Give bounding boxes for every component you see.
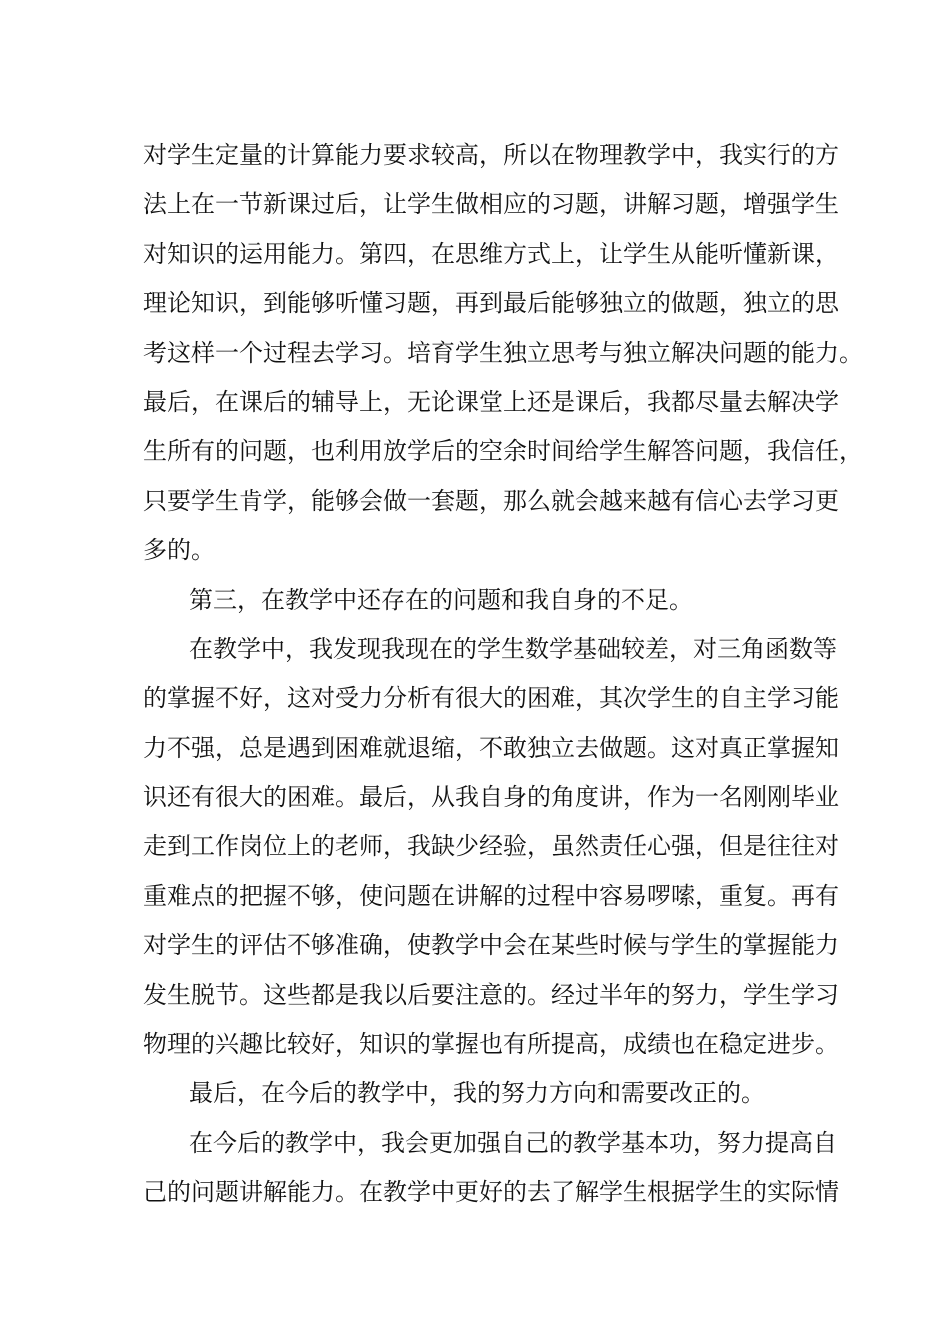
text-line: 对知识的运用能力。第四，在思维方式上，让学生从能听懂新课， xyxy=(143,239,839,268)
text-line: 己的问题讲解能力。在教学中更好的去了解学生根据学生的实际情 xyxy=(143,1178,839,1207)
text-line: 法上在一节新课过后，让学生做相应的习题，讲解习题，增强学生 xyxy=(143,190,839,219)
text-line: 在教学中，我发现我现在的学生数学基础较差，对三角函数等 xyxy=(189,634,837,663)
text-line: 对学生定量的计算能力要求较高，所以在物理教学中，我实行的方 xyxy=(143,141,839,169)
text-line: 走到工作岗位上的老师，我缺少经验，虽然责任心强，但是往往对 xyxy=(143,832,839,861)
text-line: 的掌握不好，这对受力分析有很大的困难，其次学生的自主学习能 xyxy=(143,684,839,713)
text-line: 对学生的评估不够准确，使教学中会在某些时候与学生的掌握能力 xyxy=(143,931,839,960)
document-body xyxy=(143,131,863,1218)
text-line: 考这样一个过程去学习。培育学生独立思考与独立解决问题的能力。 xyxy=(143,338,863,367)
text-line: 力不强，总是遇到困难就退缩，不敢独立去做题。这对真正掌握知 xyxy=(143,733,839,762)
text-line: 理论知识，到能够听懂习题，再到最后能够独立的做题，独立的思 xyxy=(143,289,839,318)
section-heading: 第三，在教学中还存在的问题和我自身的不足。 xyxy=(189,585,693,614)
text-line: 重难点的把握不够，使问题在讲解的过程中容易啰嗦，重复。再有 xyxy=(143,881,839,910)
text-line: 物理的兴趣比较好，知识的掌握也有所提高，成绩也在稳定进步。 xyxy=(143,1030,839,1059)
text-line: 最后，在课后的辅导上，无论课堂上还是课后，我都尽量去解决学 xyxy=(143,387,839,416)
text-line: 识还有很大的困难。最后，从我自身的角度讲，作为一名刚刚毕业 xyxy=(143,783,839,812)
text-line: 在今后的教学中，我会更加强自己的教学基本功，努力提高自 xyxy=(189,1128,837,1157)
text-line: 多的。 xyxy=(143,536,215,565)
text-line: 生所有的问题，也利用放学后的空余时间给学生解答问题，我信任， xyxy=(143,437,863,466)
section-heading: 最后，在今后的教学中，我的努力方向和需要改正的。 xyxy=(189,1079,765,1108)
text-line: 发生脱节。这些都是我以后要注意的。经过半年的努力，学生学习 xyxy=(143,980,839,1009)
text-line: 只要学生肯学，能够会做一套题，那么就会越来越有信心去学习更 xyxy=(143,486,839,515)
